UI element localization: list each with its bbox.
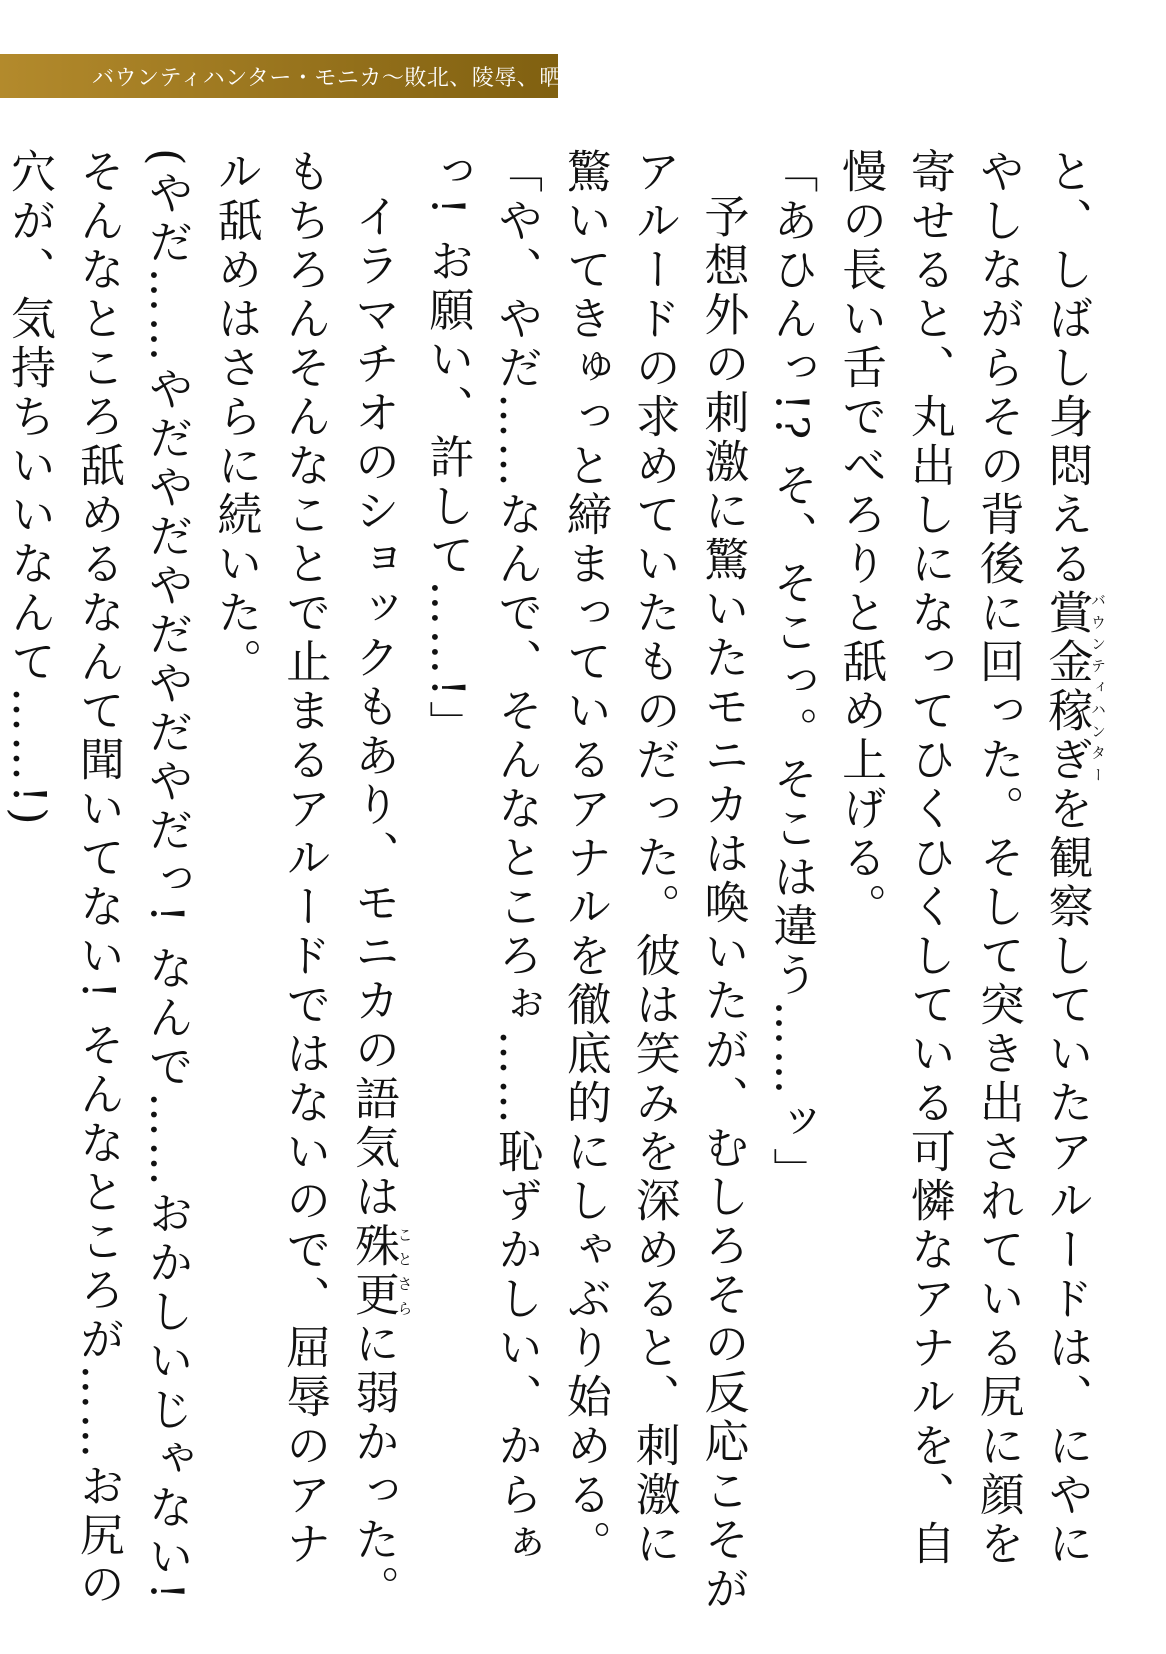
paragraph-1: と、しばし身悶える賞金稼ぎバウンティハンターを観察していたアルードは、にやにやしながらその背後に回った。そして突き出されている尻に顔を寄せると、丸出しになってひくひくしている可憐なアナルを、自慢の長い舌でべろりと舐め上げる。 [834, 148, 1107, 1569]
paragraph-5: イラマチオのショックもあり、モニカの語気は殊更ことさらに弱かった。もちろんそんなことで止まるアルードではないので、屈辱のアナル舐めはさらに続いた。 [209, 148, 414, 1614]
header-band [0, 54, 630, 98]
running-header-title: バウンティハンター・モニカ〜敗北、陵辱、晒し者〜 [92, 65, 630, 91]
vertical-text-body [3, 148, 1107, 1614]
paragraph-3: 予想外の刺激に驚いたモニカは喚いたが、むしろその反応こそがアルードの求めていたものだった。彼は笑みを深めると、刺激に驚いてきゅっと締まっているアナルを徹底的にしゃぶり始める。 [558, 148, 750, 1614]
paragraph-6: (やだ……やだやだやだやだやだっ! なんで……おかしいじゃない! そんなところ舐めるなんて聞いてない! そんなところが……お尻の穴が、気持ちいいなんて……!) [3, 148, 194, 1610]
paragraph-4: 「や、やだ……なんで、そんなところぉ……恥ずかしい、からぁっ! お願い、許して……!」 [421, 148, 544, 1569]
paragraph-2: 「あひんっ!? そ、そこっ。そこは違う……ッ」 [765, 148, 819, 1197]
ruby-bounty-hunter: 賞金稼ぎバウンティハンター [1040, 589, 1107, 785]
ruby-kotosara: 殊更ことさら [347, 1222, 414, 1320]
